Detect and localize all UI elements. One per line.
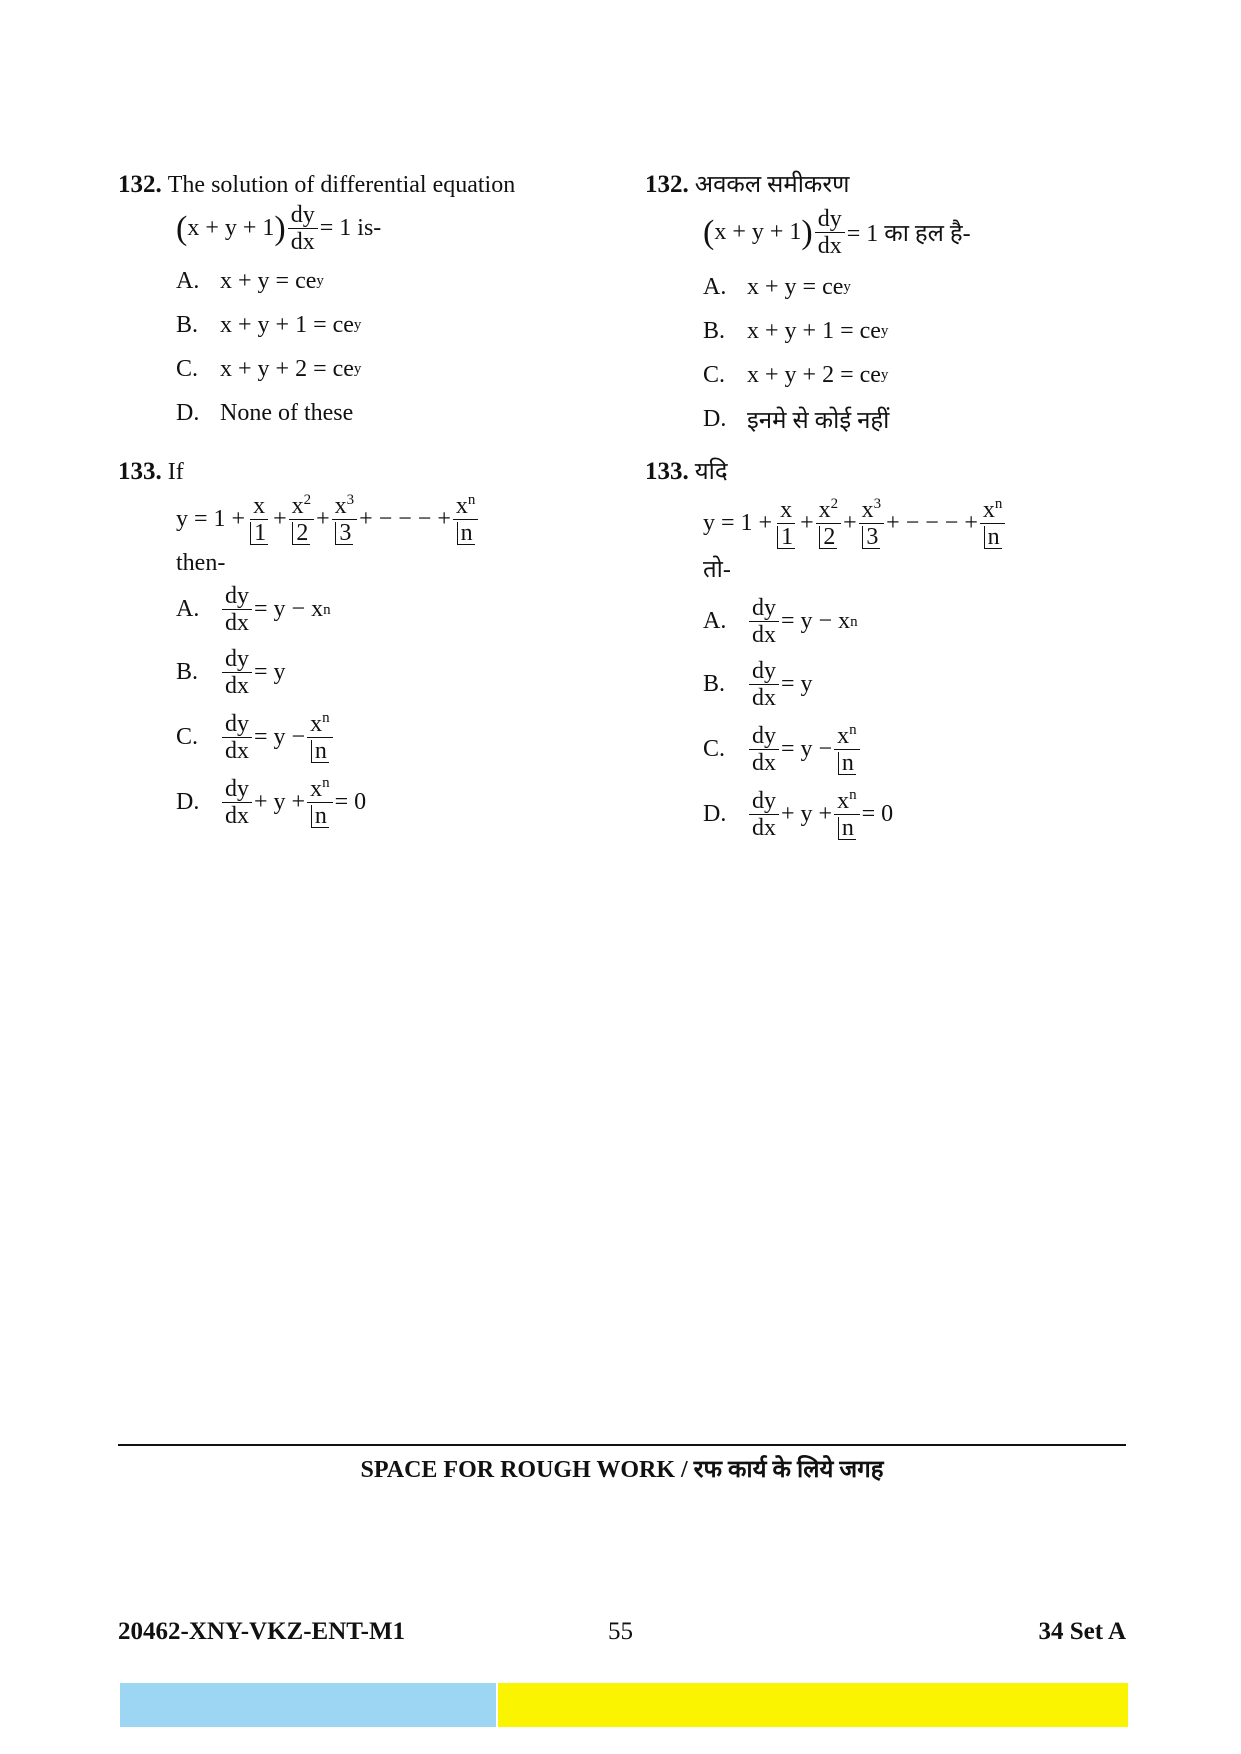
equation-132-hi: ( x + y + 1 ) $\frac{dy}{dx}$ = 1 का हल है- — [703, 206, 971, 259]
page-number: 55 — [608, 1618, 633, 1645]
option-a: A. $\frac{dy}{dx}$ = y − x n — [176, 583, 331, 636]
option-b-hi: B. x + y + 1 = ce y — [703, 317, 889, 344]
color-bar-yellow — [498, 1683, 1128, 1727]
rough-work-label: SPACE FOR ROUGH WORK / रफ कार्य के लिये जगह — [360, 1457, 884, 1483]
hindi-column — [645, 170, 1115, 841]
option-d: D. $\frac{dy}{dx}$ + y + $\frac{x^n}{n}$ = 0 — [176, 775, 367, 829]
set-label: 34 Set A — [1038, 1618, 1126, 1645]
option-b: B. $\frac{dy}{dx}$ = y — [176, 646, 286, 699]
option-d-hi: D. इनमे से कोई नहीं — [703, 405, 890, 434]
paper-code: 20462-XNY-VKZ-ENT-M1 — [118, 1618, 406, 1645]
then-text: then- — [176, 550, 226, 576]
question-number: 132. — [118, 171, 162, 198]
option-c-hi: C. $\frac{dy}{dx}$ = y − $\frac{x^n}{n}$ — [703, 723, 1115, 776]
option-a-hi: A. x + y = ce y — [703, 273, 851, 300]
equation-132: ( x + y + 1 ) $\frac{dy}{dx}$ = 1 is- — [176, 202, 382, 255]
rough-work-divider — [118, 1444, 1126, 1446]
color-bar-blue — [120, 1683, 496, 1727]
option-c: C. $\frac{dy}{dx}$ = y − $\frac{x^n}{n}$ — [176, 711, 588, 764]
option-c: C. x + y + 2 = ce y — [176, 355, 362, 382]
option-b: B. x + y + 1 = ce y — [176, 311, 362, 338]
question-text: The solution of differential equation — [167, 172, 516, 198]
option-a-hi: A. $\frac{dy}{dx}$ = y − x n — [703, 595, 858, 648]
option-b-hi: B. $\frac{dy}{dx}$ = y — [703, 658, 813, 711]
question-132 — [118, 170, 588, 200]
question-133-hi: 133. यदि — [645, 458, 728, 485]
option-d: D. None of these — [176, 399, 354, 426]
question-number: 133. — [118, 458, 162, 485]
option-a: A. x + y = ce y — [176, 267, 324, 294]
then-text-hi: तो- — [703, 557, 731, 583]
series-equation: y = 1 + $\frac{x}{1}$ + $\frac{x^2}{2}$ + $\frac{x^3}{3}$ + − − − + $\frac{x^n}{n}$ — [176, 493, 588, 546]
option-c-hi: C. x + y + 2 = ce y — [703, 361, 889, 388]
option-d-hi: D. $\frac{dy}{dx}$ + y + $\frac{x^n}{n}$ = 0 — [703, 787, 894, 841]
english-column — [118, 170, 588, 829]
question-133 — [118, 457, 588, 487]
question-132-hi: 132. अवकल समीकरण — [645, 171, 850, 198]
series-equation-hi: y = 1 + $\frac{x}{1}$ + $\frac{x^2}{2}$ + $\frac{x^3}{3}$ + − − − + $\frac{x^n}{n}$ — [703, 497, 1115, 550]
question-text: If — [167, 459, 184, 485]
